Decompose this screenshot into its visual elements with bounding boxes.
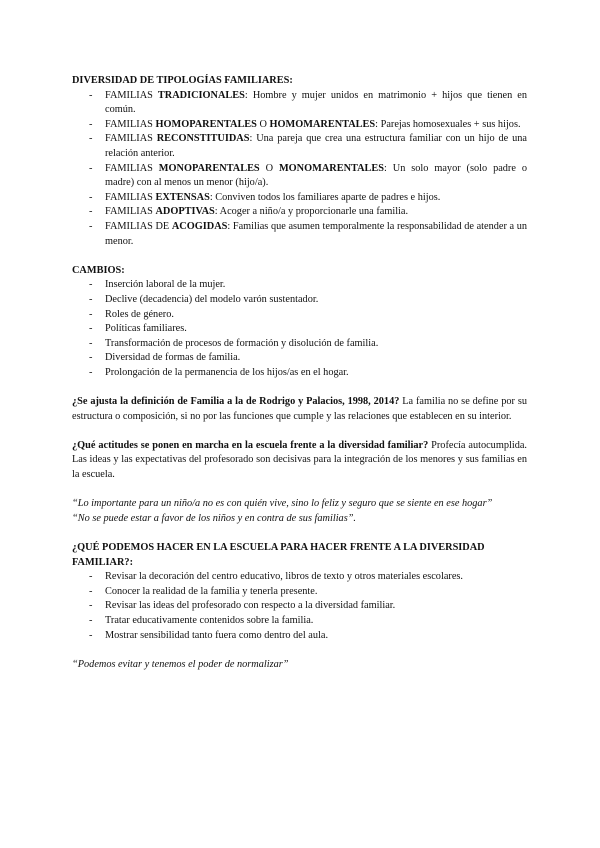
list-item: - FAMILIAS RECONSTITUIDAS: Una pareja que crea una estructura familiar con un hijo de una relación anterior.: [72, 132, 527, 161]
list-item: - FAMILIAS MONOPARENTALES O MONOMARENTALES: Un solo mayor (solo padre o madre) con al menos un menor (hijo/a).: [72, 162, 527, 191]
list-item: - Tratar educativamente contenidos sobre la familia.: [72, 614, 527, 629]
list-item: - Conocer la realidad de la familia y tenerla presente.: [72, 585, 527, 600]
section-heading-cambios: CAMBIOS:: [72, 264, 125, 276]
section-heading-tipologias: DIVERSIDAD DE TIPOLOGÍAS FAMILIARES:: [72, 75, 293, 86]
list-item: - Inserción laboral de la mujer.: [72, 278, 527, 293]
question-definicion-familia: ¿Se ajusta la definición de Familia a la de Rodrigo y Palacios, 1998, 2014? La familia no se define por su estructura o composición, si no por las funciones que cumple y las relaciones que establecen en su interior.: [72, 396, 527, 422]
section-heading-que-podemos-hacer: ¿QUÉ PODEMOS HACER EN LA ESCUELA PARA HACER FRENTE A LA DIVERSIDAD FAMILIAR?:: [72, 542, 485, 568]
list-item: - FAMILIAS HOMOPARENTALES O HOMOMARENTALES: Parejas homosexuales + sus hijos.: [72, 118, 527, 133]
list-item: - Mostrar sensibilidad tanto fuera como dentro del aula.: [72, 629, 527, 644]
list-item: - Declive (decadencia) del modelo varón sustentador.: [72, 293, 527, 308]
tipologias-list: [72, 89, 527, 250]
document-page: [72, 74, 527, 672]
list-item: - Diversidad de formas de familia.: [72, 351, 527, 366]
cambios-list: [72, 278, 527, 380]
quote-normalizar: “Podemos evitar y tenemos el poder de normalizar”: [72, 658, 289, 670]
list-item: - Roles de género.: [72, 308, 527, 323]
question-actitudes-escuela: ¿Qué actitudes se ponen en marcha en la escuela frente a la diversidad familiar? Profecía autocumplida. Las ideas y las expectativas del profesorado son decisivas para la integración de los menores y sus familias en la escuela.: [72, 439, 527, 481]
list-item: - Revisar las ideas del profesorado con respecto a la diversidad familiar.: [72, 599, 527, 614]
list-item: - FAMILIAS TRADICIONALES: Hombre y mujer unidos en matrimonio + hijos que tienen en común.: [72, 89, 527, 118]
list-item: - FAMILIAS EXTENSAS: Conviven todos los familiares aparte de padres e hijos.: [72, 191, 527, 206]
quote-lo-importante: “Lo importante para un niño/a no es con quién vive, sino lo feliz y seguro que se siente en ese hogar”: [72, 498, 493, 510]
quote-a-favor-ninos: “No se puede estar a favor de los niños y en contra de sus familias”.: [72, 512, 357, 524]
list-item: - FAMILIAS DE ACOGIDAS: Familias que asumen temporalmente la responsabilidad de atender a un menor.: [72, 220, 527, 249]
list-item: - Transformación de procesos de formación y disolución de familia.: [72, 337, 527, 352]
list-item: - FAMILIAS ADOPTIVAS: Acoger a niño/a y proporcionarle una familia.: [72, 205, 527, 220]
list-item: - Políticas familiares.: [72, 322, 527, 337]
list-item: - Prolongación de la permanencia de los hijos/as en el hogar.: [72, 366, 527, 381]
acciones-list: [72, 570, 527, 643]
list-item: - Revisar la decoración del centro educativo, libros de texto y otros materiales escolares.: [72, 570, 527, 585]
